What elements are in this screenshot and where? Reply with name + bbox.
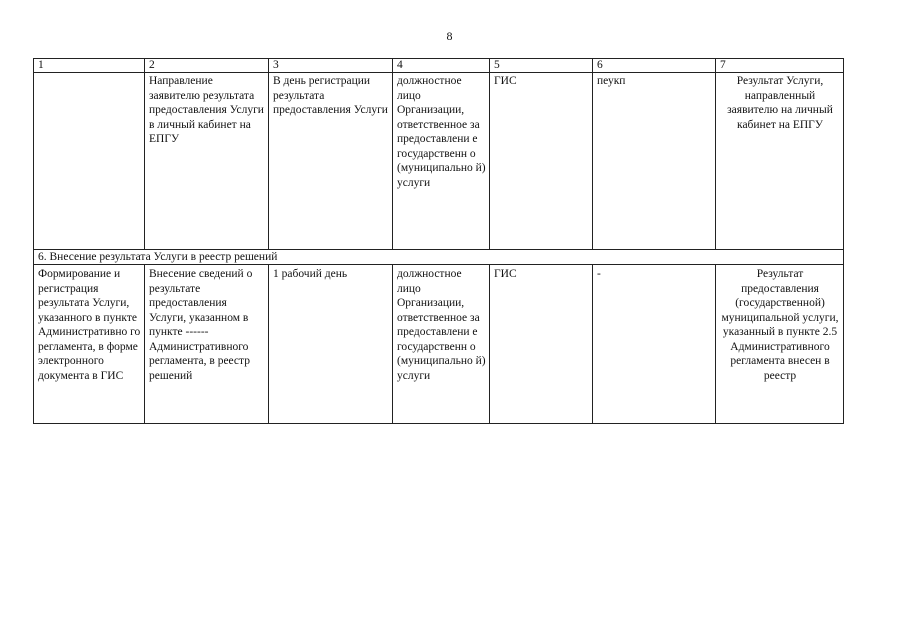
row2-cell-1: Формирование и регистрация результата Услуги, указанного в пункте Административно го регламента, в форме электронного документа в ГИС: [34, 265, 145, 424]
row2-cell-5: ГИС: [490, 265, 593, 424]
header-cell-3: 3: [269, 59, 393, 73]
row1-cell-1: [34, 73, 145, 250]
row1-cell-3: В день регистрации результата предоставления Услуги: [269, 73, 393, 250]
table-row: [34, 73, 844, 250]
row1-cell-4: должностное лицо Организации, ответственное за предоставлени е государственн о (муниципально й) услуги: [393, 73, 490, 250]
header-row: [34, 59, 844, 73]
header-cell-7: 7: [716, 59, 844, 73]
row1-cell-7: Результат Услуги, направленный заявителю на личный кабинет на ЕПГУ: [716, 73, 844, 250]
procedure-table: [33, 58, 844, 424]
row2-cell-4: должностное лицо Организации, ответственное за предоставлени е государственн о (муниципально й) услуги: [393, 265, 490, 424]
header-cell-5: 5: [490, 59, 593, 73]
section-row: [34, 250, 844, 265]
table-row: [34, 265, 844, 424]
page-number: 8: [446, 29, 453, 43]
header-cell-1: 1: [34, 59, 145, 73]
row1-cell-6: пеукп: [593, 73, 716, 250]
header-cell-4: 4: [393, 59, 490, 73]
row2-cell-7: Результат предоставления (государственной) муниципальной услуги, указанный в пункте 2.5 Административного регламента внесен в реестр: [716, 265, 844, 424]
row1-cell-5: ГИС: [490, 73, 593, 250]
header-cell-6: 6: [593, 59, 716, 73]
section-title: 6. Внесение результата Услуги в реестр решений: [34, 250, 844, 265]
row2-cell-6: -: [593, 265, 716, 424]
header-cell-2: 2: [145, 59, 269, 73]
row2-cell-2: Внесение сведений о результате предоставления Услуги, указанном в пункте ------ Административного регламента, в реестр решений: [145, 265, 269, 424]
row1-cell-2: Направление заявителю результата предоставления Услуги в личный кабинет на ЕПГУ: [145, 73, 269, 250]
row2-cell-3: 1 рабочий день: [269, 265, 393, 424]
